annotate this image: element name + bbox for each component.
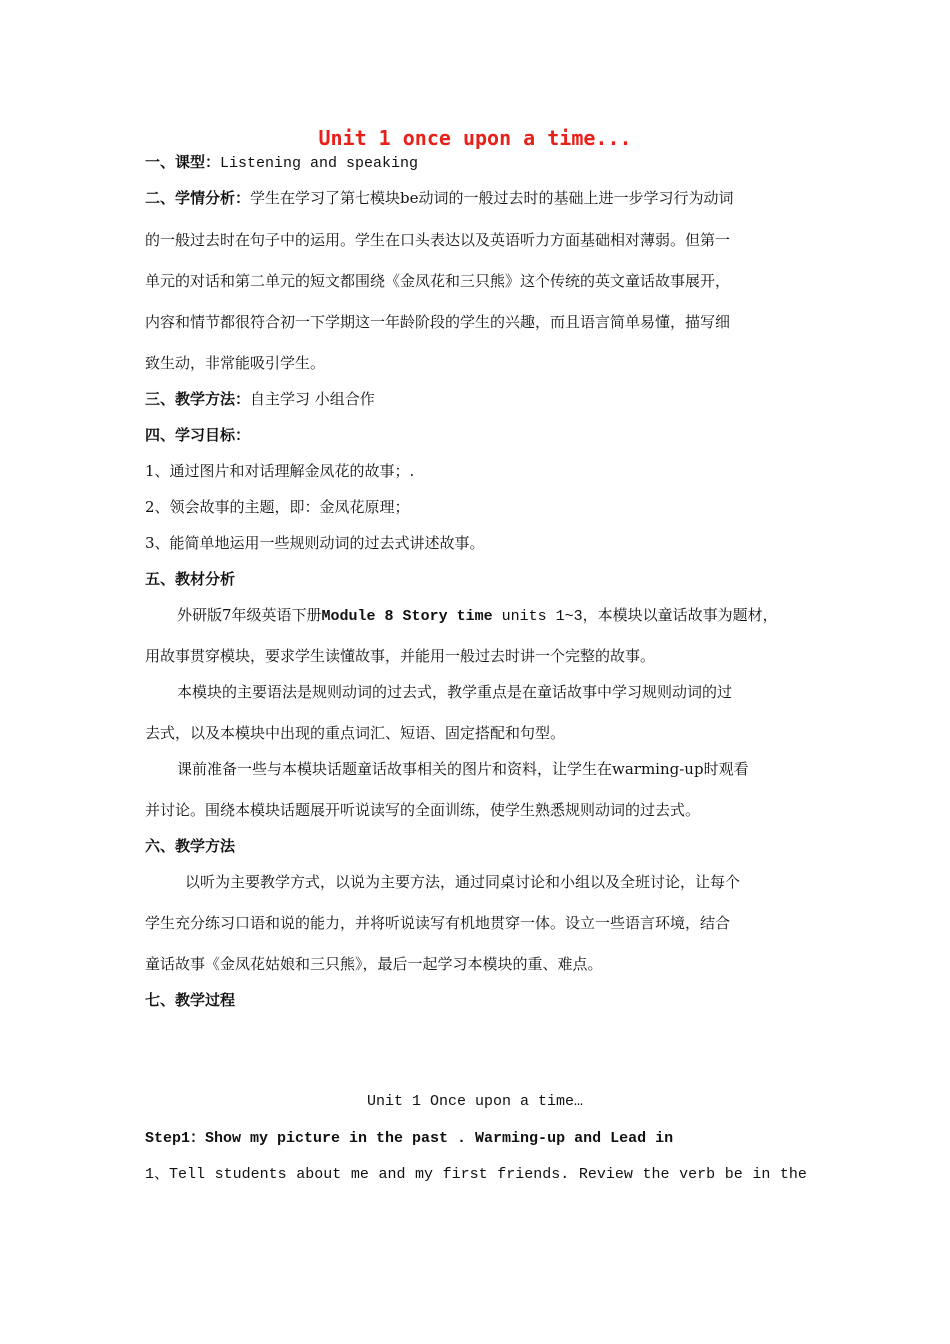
text-run: units 1~3，本模块以童话故事为题材，	[492, 608, 778, 625]
paragraph-line: 学生在学习了第七模块be动词的一般过去时的基础上进一步学习行为动词	[250, 189, 734, 207]
paragraph-line: 单元的对话和第二单元的短文都围绕《金凤花和三只熊》这个传统的英文童话故事展开，	[145, 272, 731, 290]
word: friends.	[497, 1166, 570, 1183]
section-teaching-method	[145, 389, 375, 409]
word: 1、Tell	[145, 1166, 206, 1183]
section-value: Listening and speaking	[220, 155, 419, 172]
section-heading: 一、课型：	[145, 153, 221, 171]
paragraph-line: 本模块的主要语法是规则动词的过去式，教学重点是在童话故事中学习规则动词的过	[177, 683, 733, 701]
objective-item: 2、领会故事的主题，即：金凤花原理；	[145, 498, 410, 516]
step-line	[145, 1165, 807, 1185]
section-value: 自主学习 小组合作	[250, 390, 375, 408]
word: first	[442, 1166, 488, 1183]
word: in	[752, 1166, 771, 1183]
word: Review	[578, 1166, 633, 1183]
paragraph-line: 童话故事《金凤花姑娘和三只熊》，最后一起学习本模块的重、难点。	[145, 955, 603, 973]
paragraph-line: 内容和情节都很符合初一下学期这一年龄阶段的学生的兴趣，而且语言简单易懂，描写细	[145, 313, 731, 331]
paragraph-line: 并讨论。围绕本模块话题展开听说读写的全面训练，使学生熟悉规则动词的过去式。	[145, 801, 701, 819]
paragraph-line: 去式，以及本模块中出现的重点词汇、短语、固定搭配和句型。	[145, 724, 566, 742]
word: me	[350, 1166, 369, 1183]
section-heading-process: 七、教学过程	[145, 991, 236, 1009]
paragraph-line: 学生充分练习口语和说的能力，并将听说读写有机地贯穿一体。设立一些语言环境，结合	[145, 914, 731, 932]
objective-item: 3、能简单地运用一些规则动词的过去式讲述故事。	[145, 534, 485, 552]
text-run: 外研版7年级英语下册	[177, 606, 322, 624]
word: the	[642, 1166, 670, 1183]
word: be	[724, 1166, 743, 1183]
section-heading-objectives: 四、学习目标：	[145, 426, 251, 444]
section-heading: 三、教学方法：	[145, 390, 251, 408]
word: students	[214, 1166, 287, 1183]
section-course-type	[145, 152, 418, 174]
paragraph-line: 用故事贯穿模块，要求学生读懂故事，并能用一般过去时讲一个完整的故事。	[145, 647, 656, 665]
paragraph-line	[177, 605, 778, 627]
module-name: Module 8 Story time	[321, 608, 493, 625]
word: about	[296, 1166, 342, 1183]
section-heading-material: 五、教材分析	[145, 570, 236, 588]
objective-item: 1、通过图片和对话理解金凤花的故事；.	[145, 462, 415, 480]
word: verb	[679, 1166, 716, 1183]
section-heading: 二、学情分析：	[145, 189, 251, 207]
word: my	[415, 1166, 434, 1183]
document-title: Unit 1 once upon a time...	[318, 126, 632, 150]
paragraph-line: 致生动，非常能吸引学生。	[145, 354, 326, 372]
paragraph-line: 课前准备一些与本模块话题童话故事相关的图片和资料，让学生在warming-up时观看	[177, 760, 749, 778]
section-learner-analysis	[145, 188, 734, 208]
word: and	[378, 1166, 406, 1183]
section-heading-methods: 六、教学方法	[145, 837, 236, 855]
word: the	[779, 1166, 807, 1183]
step-heading: Step1：Show my picture in the past . Warming-up and Lead in	[145, 1130, 674, 1147]
unit-subtitle: Unit 1 Once upon a time…	[366, 1093, 584, 1110]
paragraph-line: 的一般过去时在句子中的运用。学生在口头表达以及英语听力方面基础相对薄弱。但第一	[145, 231, 731, 249]
paragraph-line: 以听为主要教学方式，以说为主要方法，通过同桌讨论和小组以及全班讨论，让每个	[185, 873, 741, 891]
